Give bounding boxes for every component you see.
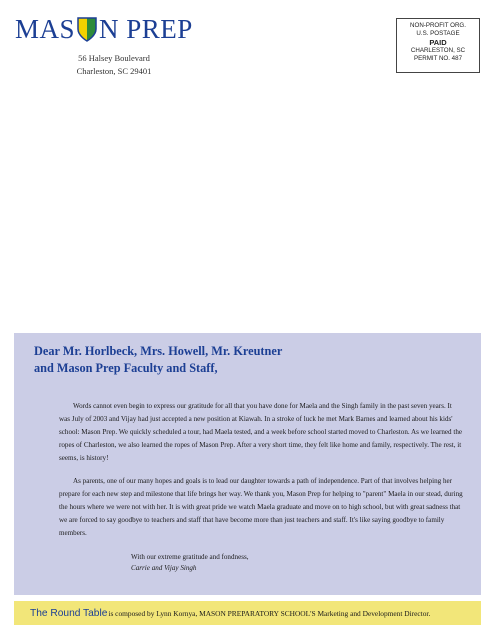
postage-paid: PAID (429, 38, 447, 47)
letter-signature: Carrie and Vijay Singh (131, 564, 197, 572)
letter-salutation (34, 343, 464, 377)
address-line-street: 56 Halsey Boulevard (78, 53, 150, 63)
newsletter-title: The Round Table (30, 607, 108, 619)
letter-paragraph-2: As parents, one of our many hopes and goals is to lead our daughter towards a path of independence. Part of that involves helping her prepare for each new step and milestone that life brings her way. We thank you, Mason Prep for helping to "parent" Maela in our stead, during the hours where we were not with her. It is with great pride we watch Maela graduate and move on to high school, but with great sadness that we are forced to say goodbye to teachers and staff that have become more than just teachers and staff. It's like saying goodbye to family members. (59, 477, 463, 537)
postage-permit: PERMIT NO. 487 (413, 55, 463, 62)
logo-text-right: N PREP (99, 13, 193, 44)
salutation-line-2: and Mason Prep Faculty and Staff, (34, 361, 218, 375)
address-line-city: Charleston, SC 29401 (76, 66, 152, 76)
postage-org: NON-PROFIT ORG. (410, 22, 466, 29)
thank-you-letter (14, 333, 481, 595)
footer-text: is composed by Lynn Kornya, MASON PREPARATORY SCHOOL'S Marketing and Development Director. (108, 608, 431, 618)
return-address (64, 52, 164, 78)
logo-text-left: MAS (15, 13, 76, 44)
letter-closing (131, 552, 249, 574)
letter-paragraph-1: Words cannot even begin to express our gratitude for all that you have done for Maela and the Singh family in the past seven years. It was July of 2003 and Vijay had just accepted a new position at Kiawah. In a stroke of luck he met Mark Barnes and learned about his kids' school: Mason Prep. We quickly scheduled a tour, had Maela tested, and a week before school started moved to Charleston. As we learned the ropes of Charleston, we also learned the ropes of Mason Prep. After a very short time, they felt like home and family, respectively. The rest, it seems, is history! (59, 402, 463, 462)
mason-prep-logo (15, 12, 193, 46)
footer-credit (14, 601, 481, 625)
shield-icon (76, 15, 98, 43)
postage-indicia (396, 18, 480, 73)
postage-us: U.S. POSTAGE (416, 30, 460, 37)
postage-city: CHARLESTON, SC (410, 47, 466, 54)
closing-line: With our extreme gratitude and fondness, (131, 553, 249, 561)
salutation-line-1: Dear Mr. Horlbeck, Mrs. Howell, Mr. Kreutner (34, 344, 283, 358)
